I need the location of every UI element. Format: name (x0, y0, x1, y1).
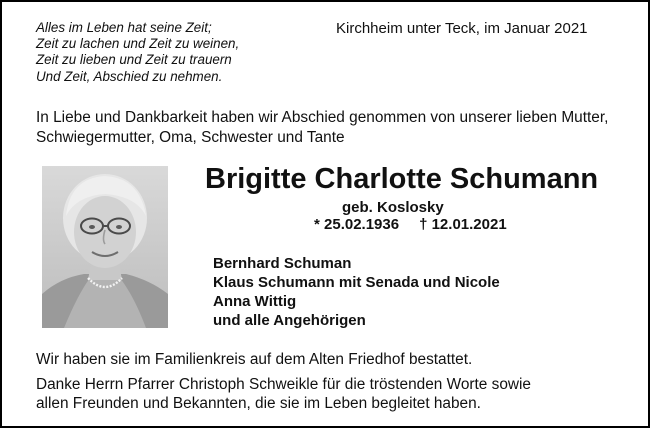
mourner: Anna Wittig (213, 293, 297, 310)
portrait-illustration (42, 166, 168, 328)
thanks-line: allen Freunden und Bekannten, die sie im Leben begleitet haben. (36, 395, 481, 412)
portrait-photo (42, 166, 168, 328)
death-date: † 12.01.2021 (419, 216, 507, 233)
mourner: Bernhard Schuman (213, 255, 352, 272)
thanks-line: Danke Herrn Pfarrer Christoph Schweikle für die tröstenden Worte sowie (36, 376, 531, 393)
maiden-name: geb. Koslosky (342, 199, 444, 216)
intro-line: Schwiegermutter, Oma, Schwester und Tante (36, 129, 345, 146)
burial-note: Wir haben sie im Familienkreis auf dem Alten Friedhof bestattet. (36, 351, 473, 368)
poem (36, 20, 326, 85)
life-dates (314, 216, 507, 234)
deceased-name: Brigitte Charlotte Schumann (205, 163, 599, 195)
birth-date: * 25.02.1936 (314, 216, 400, 233)
intro-line: In Liebe und Dankbarkeit haben wir Abschied genommen von unserer lieben Mutter, (36, 109, 609, 126)
mourner: und alle Angehörigen (213, 312, 366, 329)
mourner: Klaus Schumann mit Senada und Nicole (213, 274, 500, 291)
poem-line: Alles im Leben hat seine Zeit; (36, 20, 212, 35)
poem-line: Zeit zu lachen und Zeit zu weinen, (36, 36, 240, 52)
intro-text (36, 108, 616, 148)
poem-line: Und Zeit, Abschied zu nehmen. (36, 68, 223, 84)
place-and-date: Kirchheim unter Teck, im Januar 2021 (336, 20, 588, 37)
thanks-text (36, 375, 531, 413)
mourners-list (213, 254, 500, 330)
poem-line: Zeit zu lieben und Zeit zu trauern (36, 52, 232, 68)
